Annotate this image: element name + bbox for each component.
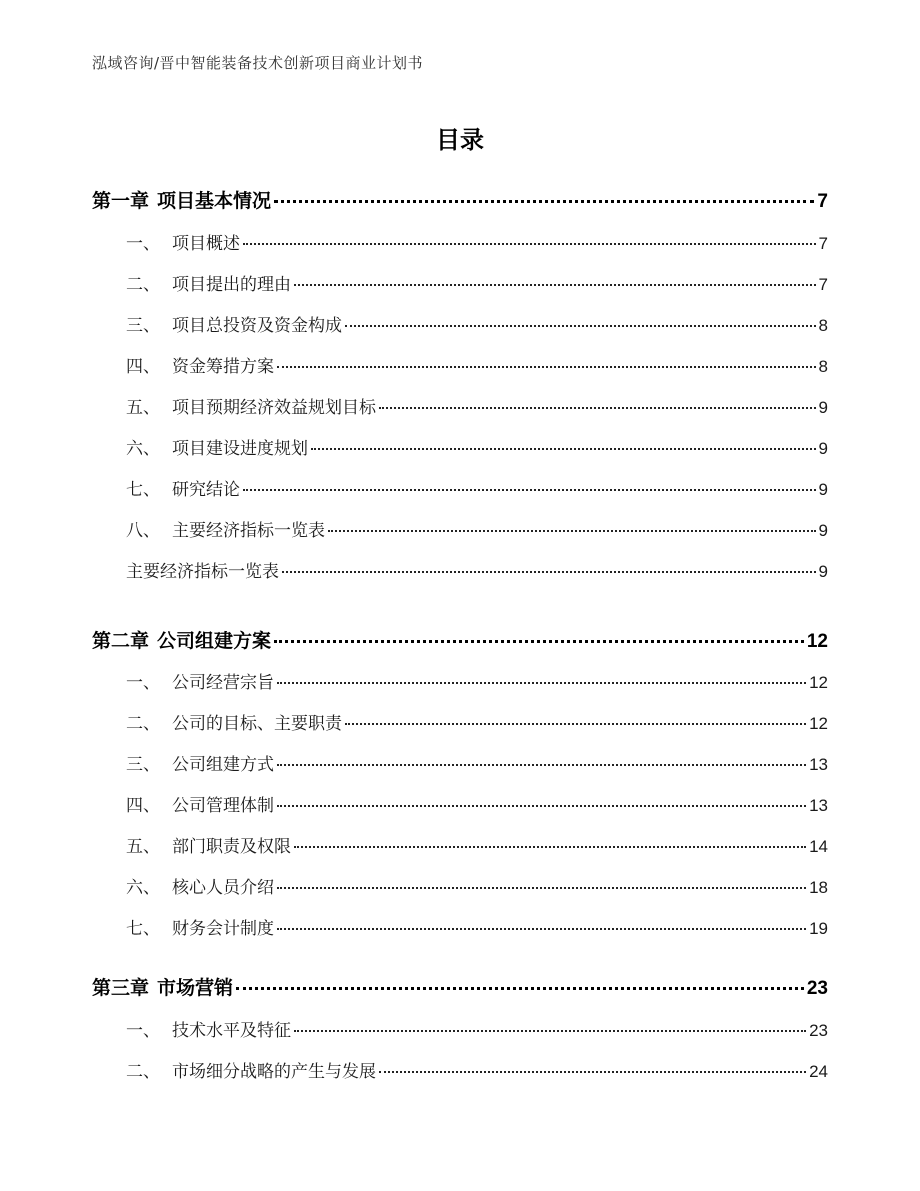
toc-entry-title: 项目概述: [172, 234, 240, 254]
toc-entry-number: 第三章: [92, 977, 150, 999]
toc-entry-page-number: 12: [809, 673, 828, 692]
toc-entry-number: 八、: [126, 521, 160, 541]
toc-dot-leader: [274, 640, 804, 643]
toc-entry-number: 三、: [126, 316, 160, 336]
toc-dot-leader: [294, 284, 816, 286]
toc-entry-title: 核心人员介绍: [172, 878, 274, 898]
toc-entry-title: 项目提出的理由: [172, 275, 291, 295]
toc-dot-leader: [282, 571, 816, 573]
toc-entry-page-number: 9: [818, 521, 828, 540]
toc-dot-leader: [328, 530, 816, 532]
toc-dot-leader: [243, 243, 816, 245]
toc-dot-leader: [277, 805, 806, 807]
toc-entry-page-number: 12: [809, 714, 828, 733]
toc-section-entry[interactable]: [126, 557, 828, 582]
toc-section-entry[interactable]: [126, 668, 828, 693]
toc-entry-page-number: 14: [809, 837, 828, 856]
toc-entry-title: 技术水平及特征: [172, 1021, 291, 1041]
toc-entry-number: 一、: [126, 673, 160, 693]
toc-entry-title: 市场细分战略的产生与发展: [172, 1062, 376, 1082]
toc-section-entry[interactable]: [126, 791, 828, 816]
toc-entry-title: 主要经济指标一览表: [172, 521, 325, 541]
toc-entry-page-number: 23: [806, 978, 828, 999]
toc-dot-leader: [311, 448, 816, 450]
toc-entry-title: 市场营销: [157, 977, 234, 999]
toc-section-entry[interactable]: [126, 832, 828, 857]
toc-dot-leader: [236, 987, 804, 990]
toc-entry-page-number: 7: [818, 275, 828, 294]
toc-entry-title: 公司管理体制: [172, 796, 274, 816]
toc-entry-page-number: 8: [818, 316, 828, 335]
toc-entry-title: 公司的目标、主要职责: [172, 714, 342, 734]
toc-dot-leader: [379, 407, 816, 409]
toc-section-entry[interactable]: [126, 873, 828, 898]
toc-section-entry[interactable]: [126, 229, 828, 254]
toc-entry-number: 第二章: [92, 630, 150, 652]
toc-section-entry[interactable]: [126, 352, 828, 377]
toc-entry-title: 部门职责及权限: [172, 837, 291, 857]
toc-entry-number: 六、: [126, 439, 160, 459]
toc-entry-title: 项目建设进度规划: [172, 439, 308, 459]
toc-chapter-entry[interactable]: [92, 973, 828, 1000]
toc-section-entry[interactable]: [126, 914, 828, 939]
toc-dot-leader: [277, 682, 806, 684]
toc-dot-leader: [294, 1030, 806, 1032]
toc-entry-page-number: 8: [818, 357, 828, 376]
toc-section-entry[interactable]: [126, 1016, 828, 1041]
toc-section-entry[interactable]: [126, 270, 828, 295]
toc-entry-page-number: 12: [806, 631, 828, 652]
toc-entry-page-number: 13: [809, 796, 828, 815]
toc-section-entry[interactable]: [126, 709, 828, 734]
toc-entry-title: 公司组建方式: [172, 755, 274, 775]
toc-section-entry[interactable]: [126, 475, 828, 500]
toc-section-entry[interactable]: [126, 516, 828, 541]
toc-dot-leader: [379, 1071, 806, 1073]
toc-entry-number: 三、: [126, 755, 160, 775]
toc-entry-page-number: 19: [809, 919, 828, 938]
toc-entry-title: 项目基本情况: [157, 190, 272, 212]
toc-entry-number: 四、: [126, 357, 160, 377]
toc-section-entry[interactable]: [126, 311, 828, 336]
toc-entry-title: 财务会计制度: [172, 919, 274, 939]
toc-entry-number: 二、: [126, 1062, 160, 1082]
toc-entry-number: 七、: [126, 919, 160, 939]
toc-section-entry[interactable]: [126, 750, 828, 775]
toc-dot-leader: [277, 764, 806, 766]
toc-entry-page-number: 7: [817, 191, 828, 212]
toc-chapter-entry[interactable]: [92, 626, 828, 653]
toc-entry-title: 公司经营宗旨: [172, 673, 274, 693]
toc-entry-page-number: 9: [818, 439, 828, 458]
toc-entry-page-number: 24: [809, 1062, 828, 1081]
toc-section-entry[interactable]: [126, 393, 828, 418]
toc-entry-number: 一、: [126, 1021, 160, 1041]
toc-dot-leader: [274, 200, 814, 203]
toc-entry-number: 五、: [126, 837, 160, 857]
toc-dot-leader: [294, 846, 806, 848]
page-header: 泓域咨询/晋中智能装备技术创新项目商业计划书: [92, 54, 424, 72]
toc-dot-leader: [277, 366, 816, 368]
toc-entry-title: 项目预期经济效益规划目标: [172, 398, 376, 418]
toc-dot-leader: [243, 489, 816, 491]
toc-dot-leader: [345, 723, 806, 725]
toc-entry-page-number: 9: [818, 562, 828, 581]
toc-entry-page-number: 13: [809, 755, 828, 774]
toc-entry-number: 五、: [126, 398, 160, 418]
toc-chapter-entry[interactable]: [92, 186, 828, 213]
toc-entry-title: 项目总投资及资金构成: [172, 316, 342, 336]
toc-entry-title: 主要经济指标一览表: [126, 562, 279, 582]
toc-dot-leader: [345, 325, 816, 327]
toc-entry-title: 资金筹措方案: [172, 357, 274, 377]
toc-entry-title: 公司组建方案: [157, 630, 272, 652]
toc-title: 目录: [436, 126, 484, 154]
toc-entry-number: 四、: [126, 796, 160, 816]
toc-entry-page-number: 9: [818, 480, 828, 499]
toc-entry-number: 二、: [126, 714, 160, 734]
toc-entry-title: 研究结论: [172, 480, 240, 500]
toc-entry-number: 七、: [126, 480, 160, 500]
toc-dot-leader: [277, 887, 806, 889]
toc-entry-number: 二、: [126, 275, 160, 295]
toc-dot-leader: [277, 928, 806, 930]
toc-entry-page-number: 9: [818, 398, 828, 417]
toc-entry-number: 第一章: [92, 190, 150, 212]
toc-entry-page-number: 18: [809, 878, 828, 897]
toc-section-entry[interactable]: [126, 434, 828, 459]
toc-section-entry[interactable]: [126, 1057, 828, 1082]
toc-entry-page-number: 23: [809, 1021, 828, 1040]
toc-entry-number: 一、: [126, 234, 160, 254]
toc-entry-number: 六、: [126, 878, 160, 898]
toc-entry-page-number: 7: [818, 234, 828, 253]
